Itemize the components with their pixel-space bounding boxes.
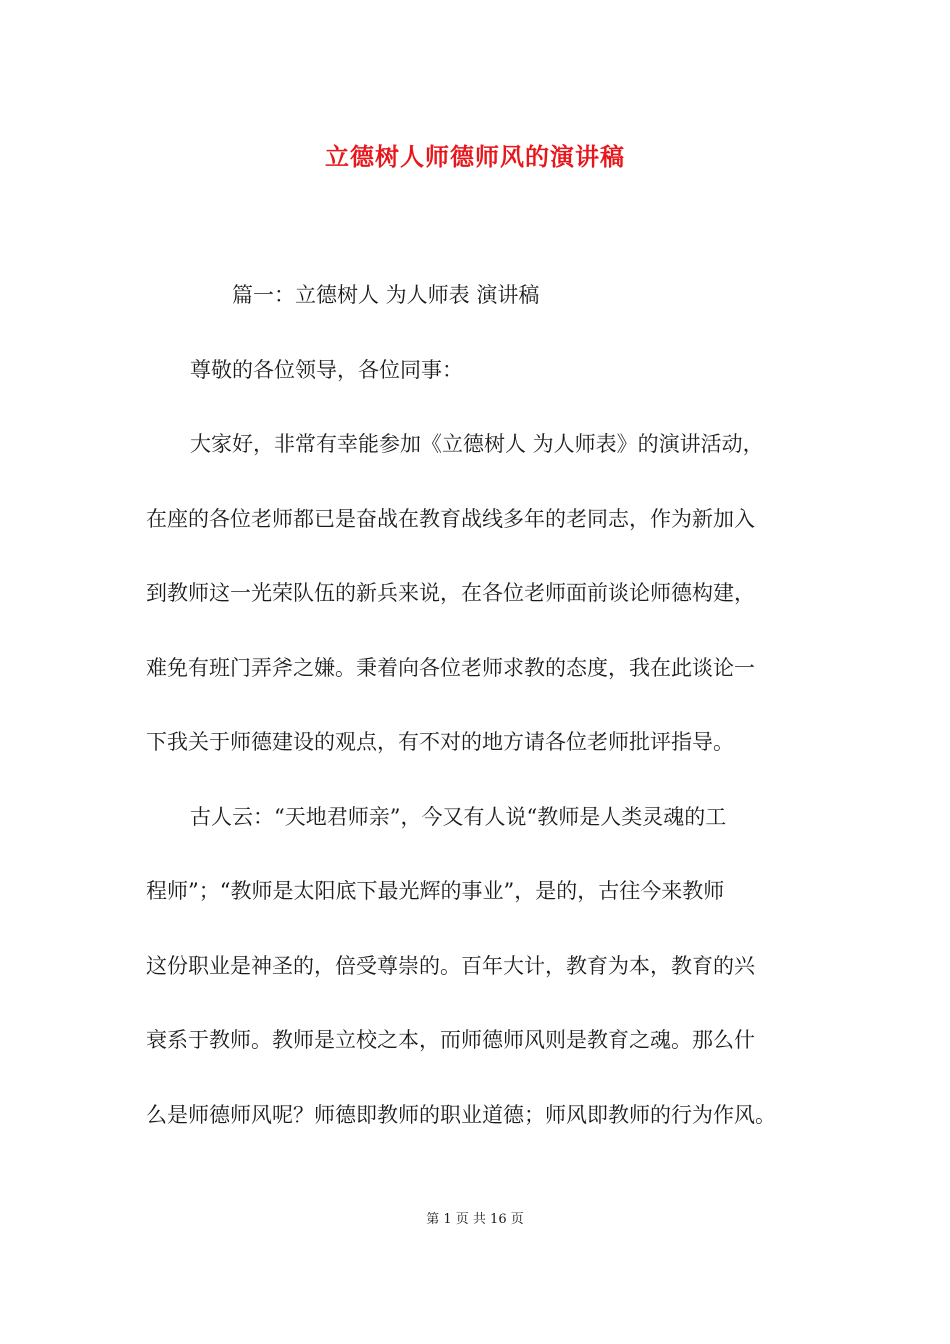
paragraph-line: 难免有班门弄斧之嫌。秉着向各位老师求教的态度，我在此谈论一 [146,656,755,680]
page-number-footer: 第 1 页 共 16 页 [426,1212,524,1227]
document-title: 立德树人师德师风的演讲稿 [325,142,625,171]
paragraph-line: 程师”；“教师是太阳底下最光辉的事业”，是的，古往今来教师 [146,879,725,903]
paragraph-line: 么是师德师风呢？师德即教师的职业道德；师风即教师的行为作风。 [146,1103,776,1127]
paragraph-line: 古人云：“天地君师亲”，今又有人说“教师是人类灵魂的工 [190,805,727,829]
paragraph-line: 衰系于教师。教师是立校之本，而师德师风则是教育之魂。那么什 [146,1028,755,1052]
paragraph-line: 这份职业是神圣的，倍受尊崇的。百年大计，教育为本，教育的兴 [146,954,755,978]
paragraph-line: 在座的各位老师都已是奋战在教育战线多年的老同志，作为新加入 [146,507,755,531]
paragraph-line: 到教师这一光荣队伍的新兵来说，在各位老师面前谈论师德构建， [146,581,755,605]
paragraph-line: 尊敬的各位领导，各位同事： [190,358,463,382]
section-heading: 篇一：立德树人 为人师表 演讲稿 [232,283,540,307]
paragraph-line: 下我关于师德建设的观点，有不对的地方请各位老师批评指导。 [146,730,734,754]
paragraph-line: 大家好，非常有幸能参加《立德树人 为人师表》的演讲活动， [190,432,764,456]
